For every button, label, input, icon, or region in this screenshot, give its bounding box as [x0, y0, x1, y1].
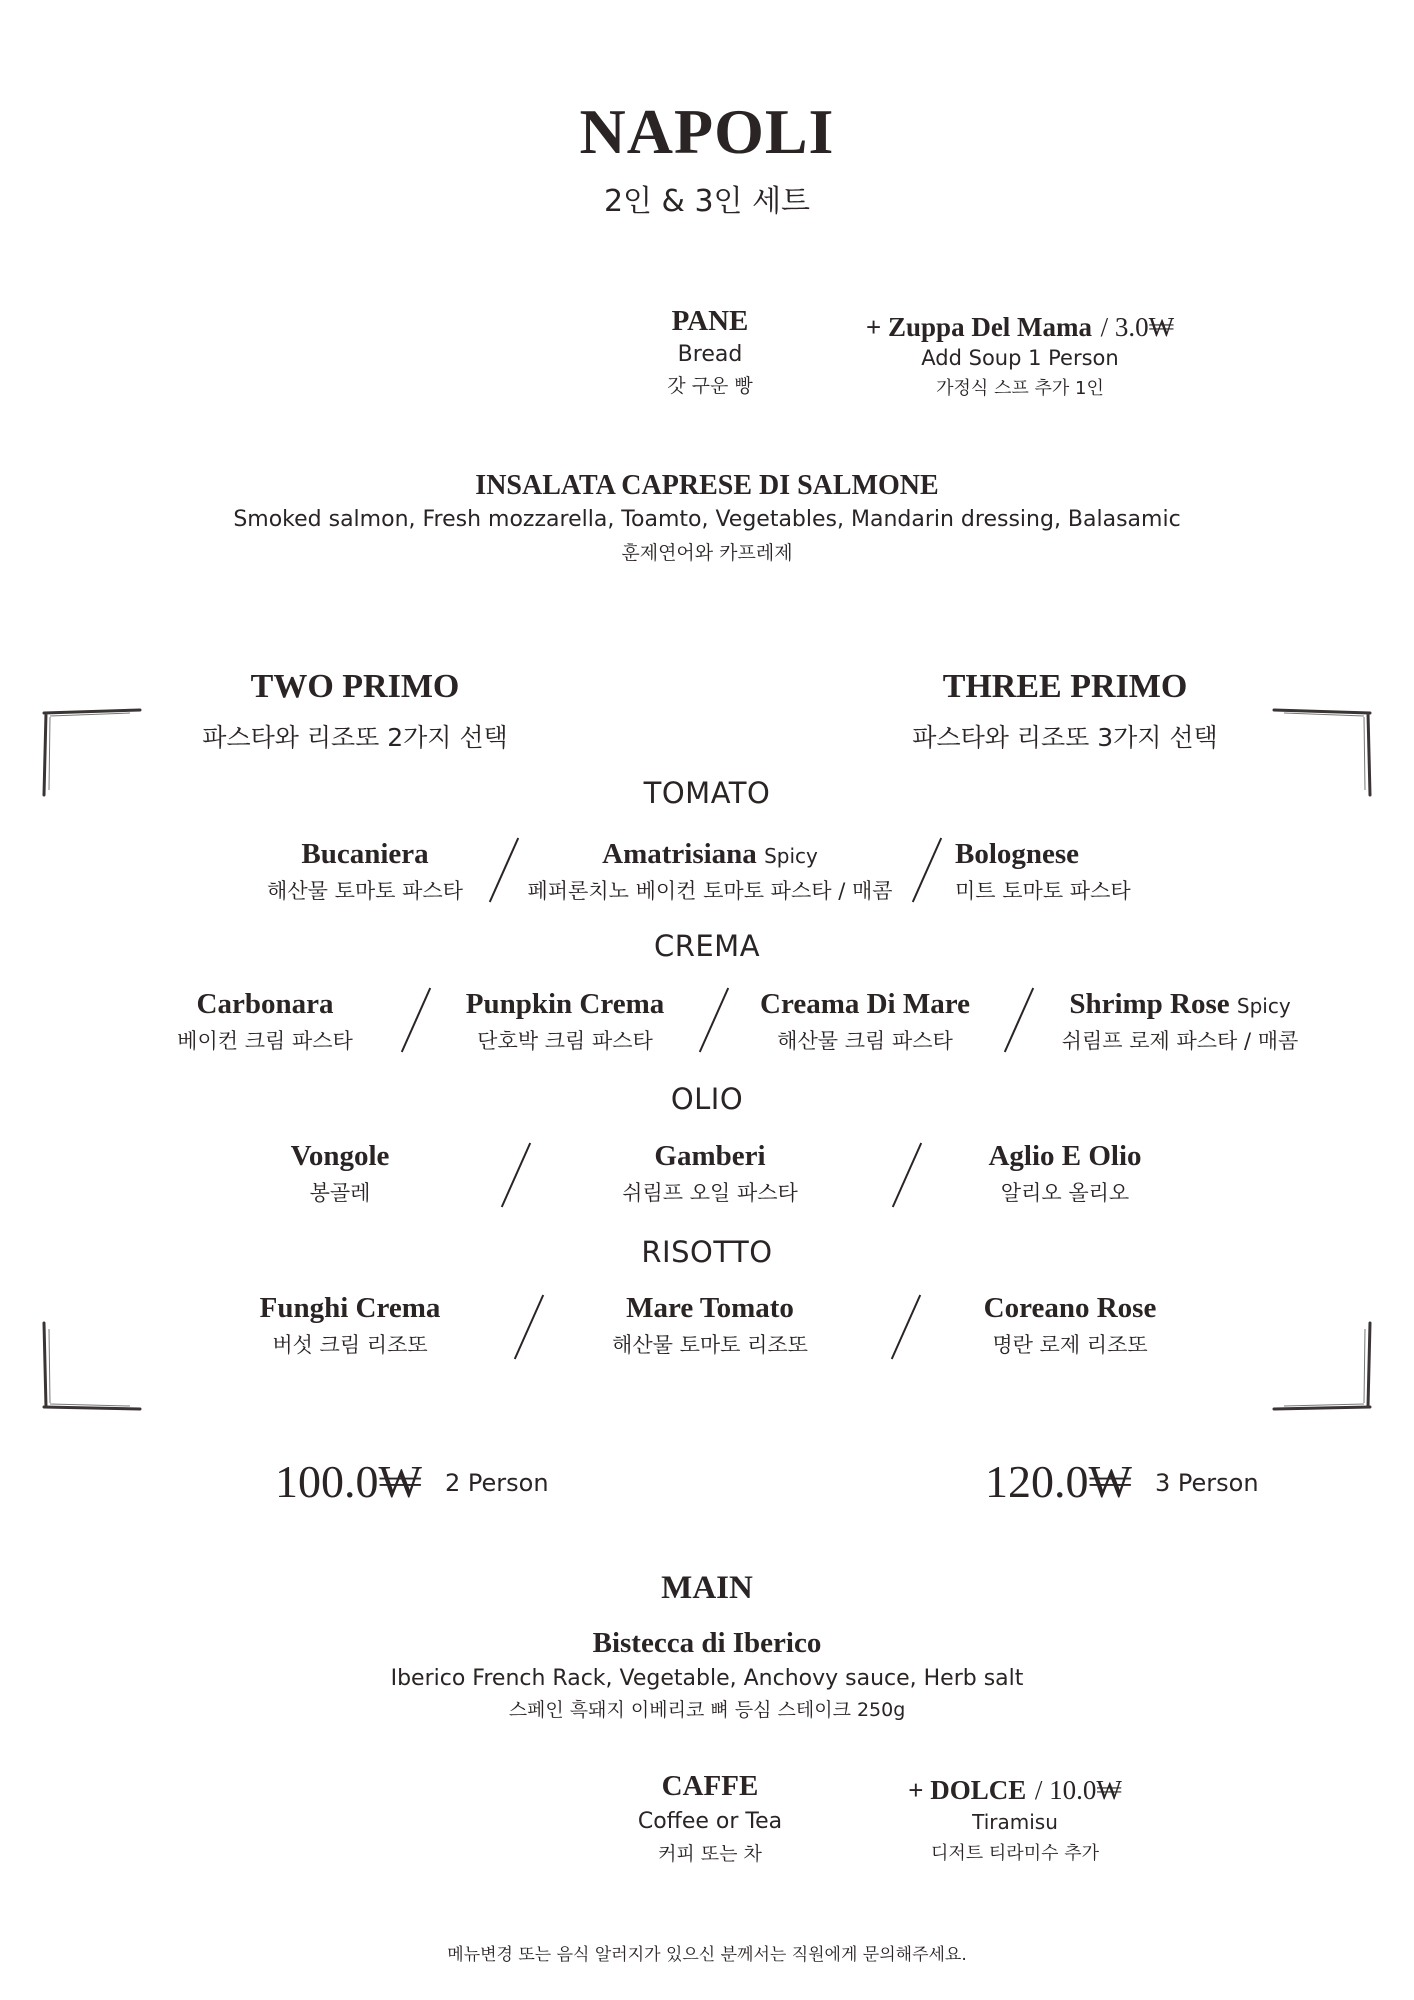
divider-slash	[401, 988, 431, 1053]
category-olio: OLIO	[670, 1082, 744, 1116]
category-tomato: TOMATO	[643, 776, 771, 810]
dish-funghi-crema	[240, 1292, 460, 1359]
main-dish: Bistecca di Iberico	[592, 1627, 822, 1659]
dish-name: Vongole	[290, 1140, 390, 1172]
zuppa-heading	[830, 312, 1210, 343]
pane-block	[590, 305, 830, 398]
zuppa-block	[830, 312, 1210, 400]
dish-name: Carbonara	[196, 988, 334, 1020]
dish-name: Amatrisiana	[602, 838, 757, 870]
dish-name: Funghi Crema	[259, 1292, 441, 1324]
category-risotto: RISOTTO	[641, 1235, 773, 1269]
dish-bolognese	[955, 838, 1215, 905]
dish-gamberi	[600, 1140, 820, 1207]
corner-bracket-bottom-right	[1264, 1315, 1374, 1415]
category-crema: CREMA	[653, 929, 761, 963]
zuppa-price: / 3.0₩	[1100, 312, 1175, 342]
dish-name: Creama Di Mare	[760, 988, 970, 1020]
main-title: MAIN	[661, 1570, 753, 1606]
main-ko: 스페인 흑돼지 이베리코 뼈 등심 스테이크 250g	[508, 1699, 906, 1721]
two-primo-block	[150, 668, 560, 754]
insalata-ko: 훈제연어와 카프레제	[621, 542, 793, 564]
main-block	[0, 1570, 1414, 1722]
dolce-heading	[840, 1775, 1190, 1806]
dolce-price: / 10.0₩	[1034, 1775, 1122, 1805]
zuppa-title: + Zuppa Del Mama	[865, 312, 1093, 342]
dish-ko: 해산물 크림 파스타	[777, 1029, 953, 1053]
dish-ko: 쉬림프 오일 파스타	[622, 1181, 798, 1205]
dolce-block	[840, 1775, 1190, 1865]
caffe-en: Coffee or Tea	[637, 1809, 783, 1834]
dish-creama-di-mare	[735, 988, 995, 1055]
page-title: NAPOLI	[579, 96, 835, 167]
dish-name: Gamberi	[654, 1140, 766, 1172]
dolce-ko: 디저트 티라미수 추가	[931, 1843, 1099, 1864]
dish-aglio-e-olio	[950, 1140, 1180, 1207]
dish-name: Punpkin Crema	[465, 988, 665, 1020]
divider-slash	[912, 838, 942, 903]
dish-name: Shrimp Rose	[1069, 988, 1230, 1020]
spicy-tag: Spicy	[764, 844, 818, 868]
zuppa-ko: 가정식 스프 추가 1인	[936, 378, 1104, 399]
dish-name: Bucaniera	[301, 838, 429, 870]
zuppa-en: Add Soup 1 Person	[921, 346, 1119, 370]
divider-slash	[514, 1295, 544, 1360]
divider-slash	[891, 1295, 921, 1360]
insalata-title: INSALATA CAPRESE DI SALMONE	[475, 470, 939, 501]
main-en: Iberico French Rack, Vegetable, Anchovy sauce, Herb salt	[390, 1666, 1024, 1691]
spicy-tag: Spicy	[1236, 994, 1291, 1018]
price-persons: 3 Person	[1155, 1469, 1259, 1497]
three-primo-block	[860, 668, 1270, 754]
divider-slash	[489, 838, 519, 903]
pane-title: PANE	[671, 305, 749, 337]
three-primo-title: THREE PRIMO	[942, 668, 1188, 705]
two-primo-title: TWO PRIMO	[250, 668, 460, 705]
dish-ko: 미트 토마토 파스타	[955, 879, 1131, 903]
dish-ko: 해산물 토마토 리조또	[612, 1333, 808, 1357]
dish-carbonara	[160, 988, 370, 1055]
dish-punpkin-crema	[440, 988, 690, 1055]
dish-mare-tomato	[590, 1292, 830, 1359]
dolce-en: Tiramisu	[972, 1810, 1058, 1834]
dish-ko: 알리오 올리오	[1000, 1181, 1130, 1205]
dish-ko: 해산물 토마토 파스타	[267, 879, 463, 903]
dish-name: Coreano Rose	[983, 1292, 1157, 1324]
dish-heading	[520, 838, 900, 871]
price-three-person	[985, 1455, 1259, 1508]
insalata-block	[0, 470, 1414, 565]
dish-ko: 페퍼론치노 베이컨 토마토 파스타 / 매콤	[527, 879, 893, 903]
dish-ko: 쉬림프 로제 파스타 / 매콤	[1061, 1029, 1299, 1053]
divider-slash	[892, 1143, 922, 1208]
price-two-person	[275, 1455, 549, 1508]
dish-ko: 단호박 크림 파스타	[477, 1029, 653, 1053]
dish-coreano-rose	[950, 1292, 1190, 1359]
two-primo-ko: 파스타와 리조또 2가지 선택	[202, 723, 508, 752]
dish-ko: 봉골레	[309, 1181, 371, 1205]
pane-ko: 갓 구운 빵	[667, 375, 753, 397]
dish-ko: 베이컨 크림 파스타	[177, 1029, 353, 1053]
price-value: 120.0₩	[985, 1456, 1132, 1507]
dish-ko: 명란 로제 리조또	[992, 1333, 1148, 1357]
dish-shrimp-rose	[1045, 988, 1315, 1055]
page-subtitle: 2인 & 3인 세트	[603, 184, 811, 219]
dish-ko: 버섯 크림 리조또	[272, 1333, 428, 1357]
three-primo-ko: 파스타와 리조또 3가지 선택	[912, 723, 1218, 752]
caffe-ko: 커피 또는 차	[658, 1843, 762, 1865]
price-value: 100.0₩	[275, 1456, 422, 1507]
divider-slash	[501, 1143, 531, 1208]
dish-amatrisiana	[520, 838, 900, 905]
dish-name: Mare Tomato	[626, 1292, 794, 1324]
footer-note: 메뉴변경 또는 음식 알러지가 있으신 분께서는 직원에게 문의해주세요.	[447, 1945, 967, 1965]
dish-bucaniera	[240, 838, 490, 905]
dish-vongole	[240, 1140, 440, 1207]
price-persons: 2 Person	[445, 1469, 549, 1497]
divider-slash	[1004, 988, 1034, 1053]
insalata-en: Smoked salmon, Fresh mozzarella, Toamto, Vegetables, Mandarin dressing, Balasamic	[233, 507, 1181, 532]
caffe-block	[590, 1770, 830, 1866]
dish-name: Aglio E Olio	[988, 1140, 1142, 1172]
pane-en: Bread	[677, 342, 743, 367]
dolce-title: + DOLCE	[908, 1775, 1027, 1805]
divider-slash	[699, 988, 729, 1053]
corner-bracket-bottom-left	[40, 1315, 150, 1415]
dish-heading	[1045, 988, 1315, 1021]
caffe-title: CAFFE	[661, 1770, 759, 1802]
dish-name: Bolognese	[955, 838, 1080, 870]
